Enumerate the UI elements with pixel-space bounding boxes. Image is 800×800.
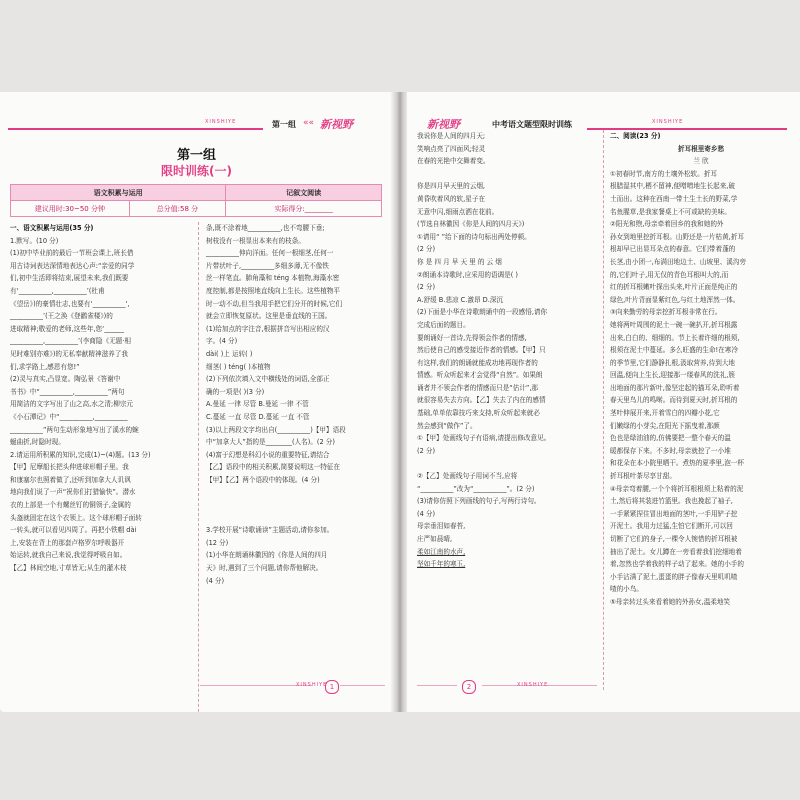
text-line: 1.默写。(10 分) <box>10 236 59 245</box>
text-line: 她将两叶周围的泥土一碗一碗扒开,折耳根露 <box>610 320 738 329</box>
text-line: ④母亲弯着腰,一个个将折耳根根须上粘着的泥 <box>610 484 744 493</box>
text-line: 天》时,遇到了三个问题,请你帮他解决。 <box>206 564 323 573</box>
text-line: 你 是 四 月 早 天 里 的 云 烟 <box>417 257 502 266</box>
text-line: 抽出了泥土。女儿蹲在一旁看着我们挖细地着 <box>610 547 742 556</box>
info-header-2: 记叙文阅读 <box>226 185 382 201</box>
text-line: 喳的小鸟。 <box>610 585 643 594</box>
left-page <box>0 92 393 712</box>
text-line: (2)灵与真实,凸显宽。陶弘景《答谢中 <box>10 375 121 384</box>
brand-pinyin: XINSHIYE <box>652 119 684 125</box>
text-line: 《望岳》)的豪情壮志,也要有‘__________', <box>10 299 130 308</box>
left-column-2 <box>206 222 386 587</box>
text-line <box>206 499 386 512</box>
poem-line: 庄严如晨晴, <box>417 535 453 543</box>
logo: 新视野 <box>320 118 353 131</box>
text-line: (4 分) <box>206 576 225 585</box>
background-bottom <box>0 700 800 800</box>
text-line: (1)小华在朗诵林徽因的《你是人间的四月 <box>206 551 328 560</box>
text-line: ②阳光和煦,母亲牵着回乡的我和她的外 <box>610 220 724 229</box>
text-line: ①【甲】处画线句子有语病,请提出修改意见。 <box>417 434 551 443</box>
info-time: 建议用时:30~50 分钟 <box>11 201 130 217</box>
text-line: 春天里鸟儿的鸣啭。而待到夏天时,折耳根的 <box>610 396 738 405</box>
text-line: 就会立即恢复原状。这里是垂直线的王国。 <box>206 312 332 321</box>
text-line: 始运转,就我自己来说,我觉得呼吸自如。 <box>10 551 127 560</box>
info-table <box>10 184 382 217</box>
article-title: 折耳根里寄乡愁 <box>677 144 725 153</box>
header-stripe <box>8 128 263 130</box>
text-line: 中“加拿大人”指的是________(人名)。(2 分) <box>206 438 335 447</box>
background-top <box>0 0 800 92</box>
text-line <box>206 512 386 525</box>
right-column-2 <box>610 130 792 609</box>
text-line: (12 分) <box>206 538 229 547</box>
text-line: 回温,便向上生长,迎接那一缕春风的洗礼,簇 <box>610 371 735 380</box>
text-line: ⑤母亲转过头来看着她的外孙女,温柔地笑 <box>610 597 731 606</box>
text-line <box>206 486 386 499</box>
text-line: 字。(4 分) <box>206 337 238 346</box>
text-line: 二、阅读(23 分) <box>610 132 661 140</box>
text-line: 蜒曲折,时隐时现。 <box>10 438 65 447</box>
text-line: 然会感到“做作”了。 <box>417 421 477 430</box>
footer-brand: XINSHIYE <box>296 682 328 688</box>
text-line: 基础,单单依靠技巧来支持,听众听起来就必 <box>417 409 540 418</box>
text-line: 在春的光艳中交舞着变。 <box>417 157 490 166</box>
text-line: 【甲】尼摩船长把头伸进球形帽子里。我 <box>10 463 129 472</box>
text-line: __________”两句生动形象地写出了溪水的蜿 <box>10 425 139 434</box>
text-line: 度控制,都是按照地直线向上生长。这些植物平 <box>206 286 340 295</box>
text-line: (4)富于幻想是科幻小说的重要特征,请结合 <box>206 450 330 459</box>
text-line: 时一动不动,但当我用手把它们分开的时候,它们 <box>206 299 343 308</box>
chevron-icon: «« <box>303 118 315 128</box>
text-line <box>417 168 597 181</box>
poem-line: 母亲垂泪如春苔, <box>417 522 466 531</box>
info-actual: 实际得分:________ <box>226 201 382 217</box>
text-line: 的,它们叶子,用无仅的青色耳根叫大的,而 <box>610 270 729 279</box>
text-line: 条,既不涂着地__________,也不弯腰下垂; <box>206 224 325 232</box>
text-line: 细茎( ) téng( )本植物 <box>206 362 271 371</box>
text-line: 茎叶伸展开来,开着雪白的四瓣小花,它 <box>610 409 720 418</box>
text-line: 情感。听众听起来才会觉得“自然”。如果朗 <box>417 371 543 380</box>
text-line: 色也是绿油油的,仿佛要把一整个春天的温 <box>610 434 731 443</box>
text-line: 见时难别亦难》)的无私奉献精神滋养了我 <box>10 349 128 358</box>
text-line: C.蔓延 一直 尽管 D.蔓延 一直 不管 <box>206 412 310 421</box>
text-line: (1)给加点的字注音,根据拼音写出相应的汉 <box>206 324 330 333</box>
poem-line: 坚如千年的寒玉, <box>417 560 466 569</box>
text-line: 出地面的那片新叶,像坚定起的猫耳朵,聆听着 <box>610 383 740 392</box>
text-line: 头盔就固定在这个衣领上。这个球形帽子面转 <box>10 513 142 522</box>
text-line: (2 分) <box>417 446 436 455</box>
text-line: 绿色,叶片背面显紫红色,与红土地浑然一体。 <box>610 295 740 304</box>
text-line: __________伸向洋面。任何一根细茎,任何一 <box>206 249 334 258</box>
text-line: 2.请运用所积累的知识,完成(1)~(4)题。(13 分) <box>10 450 151 459</box>
column-divider <box>603 130 604 690</box>
right-column-1 <box>417 130 597 571</box>
text-line: 们,初中生活即将结束,展望未来,我们既要 <box>10 274 129 283</box>
text-line: 就很容易失去方向。【乙】失去了内在的感情 <box>417 396 546 405</box>
text-line: 完成后面的题目。 <box>417 320 470 329</box>
text-line: 笑响点亮了四面风;轻灵 <box>417 144 486 153</box>
text-line: 要朗诵好一首诗,先得领会作者的情感, <box>417 333 527 342</box>
group-title: 第一组 <box>176 148 216 163</box>
text-line: 3.学校开展“诗歌诵读”主题活动,请你参加。 <box>206 526 334 535</box>
text-line: 上,安装在背上的那套卢格罗尔呼吸器开 <box>10 538 125 547</box>
text-line: 孙女到地里挖折耳根。山野还是一片枯黄,折耳 <box>610 232 744 241</box>
text-line: 暖都保存下来。不多时,母亲就挖了一小堆 <box>610 446 731 455</box>
article-author: 兰 欣 <box>693 157 709 166</box>
text-line: 和康塞尔也照着做了,还听到加拿大人讥讽 <box>10 475 131 484</box>
footer-line <box>417 685 457 686</box>
info-header-1: 语文积累与运用 <box>11 185 226 201</box>
brand-pinyin: XINSHIYE <box>205 119 237 125</box>
text-line: A.曼延 一律 尽管 B.曼延 一律 不管 <box>206 400 309 409</box>
text-line: 切断了它们的身子,一棵令人惋惜的折耳根被 <box>610 535 738 543</box>
left-column-1 <box>10 222 192 575</box>
text-line: 根须在泥土中蔓延。多么旺盛的生命!在寒冷 <box>610 346 738 355</box>
text-line: 土而出。这种在西南一带土生土长的野菜,学 <box>610 194 738 203</box>
text-line: 一、语文积累与运用(35 分) <box>10 224 94 232</box>
text-line: 我说你是人间的四月天; <box>417 132 486 140</box>
page-number: 2 <box>462 680 476 694</box>
text-line: 《小石潭记》中“__________,__________ <box>10 412 128 421</box>
text-line: 诵者并不领会作者的情感而只是“估计”,那 <box>417 383 539 392</box>
footer-line <box>340 685 385 686</box>
text-line: 进取精神;敬爱的老师,这些年,您‘______ <box>10 324 125 333</box>
text-line: ①初春时节,南方的土壤外松软。折耳 <box>610 169 717 178</box>
column-divider <box>198 222 199 712</box>
text-line: 【乙】语段中的相关积累,简要说明这一特征在 <box>206 463 340 472</box>
info-score: 总分值:58 分 <box>129 201 225 217</box>
text-line: 们,求学路上,感恩有您!” <box>10 362 80 371</box>
header-title: 中考语文题型限时训练 <box>492 120 572 129</box>
text-line <box>417 457 597 470</box>
text-line: 的季节里,它们静静扎根,汲取营养,待到大地 <box>610 358 735 367</box>
text-line: “__________”改为“__________”。(2 分) <box>417 484 535 493</box>
text-line: ①请用“ ”给下面的诗句标出两处停顿。 <box>417 232 531 241</box>
text-line: 用简洁的文字写出了山之高,水之清;柳宗元 <box>10 400 134 409</box>
text-line: 出来,白白的、细细的。节上长着许细的根须, <box>610 333 740 342</box>
text-line: 名鱼腥草,是我家餐桌上不可或缺的美味。 <box>610 207 731 216</box>
text-line: 根却早已出显耳朵点的春意。它们带着蓬的 <box>610 245 736 254</box>
text-line: 无意中闪,细雨点洒在花前。 <box>417 207 499 216</box>
text-line: (4 分) <box>417 509 436 518</box>
text-line: 长茎,由小团一,布满田地边土、山坡里、溪沟旁 <box>610 257 747 266</box>
text-line: 片带状叶子,__________多细多薄,无不像铁 <box>206 261 329 270</box>
text-line: 【甲】【乙】两个语段中的体现。(4 分) <box>206 475 320 484</box>
text-line: (2)下列依次填入文中横线处的词语,全部正 <box>206 375 330 384</box>
text-line: (2 分) <box>417 283 436 292</box>
text-line: ③向来勤劳的母亲挖折耳根非常在行。 <box>610 308 722 317</box>
text-line: 你是四月早天里的云烟, <box>417 182 486 191</box>
text-line: ②朗诵本诗歌时,应采用的语调是( ) <box>417 270 518 279</box>
text-line: 红的折耳根嫩叶探出头来,叶片正面是纯正的 <box>610 283 738 292</box>
page-number: 1 <box>325 680 339 694</box>
text-line: 开泥土。我用力过猛,生怕它们断开,可以回 <box>610 522 733 531</box>
text-line: (节选自林徽因《你是人间的四月天》) <box>417 220 525 229</box>
text-line: 用古诗词表达深情地表达心声:“亲爱的同学 <box>10 261 135 270</box>
text-line: (2 分) <box>417 245 436 254</box>
text-line: 【乙】林间空地,寸草皆无;从生的灌木枝 <box>10 564 127 573</box>
text-line: 有这样,我们的朗诵就能成功地再现作者的 <box>417 358 538 367</box>
text-line: (2)下面是小华在诗歌朗诵中的一段感悟,请你 <box>417 308 548 317</box>
text-line: A.舒缓 B.悲凉 C.激昂 D.深沉 <box>417 295 504 304</box>
right-page <box>407 92 800 712</box>
text-line: 书书》中“__________,__________”两句 <box>10 387 125 396</box>
text-line: dài( )上 运转( ) <box>206 349 253 358</box>
text-line: 黄昏吹着风的软,星子在 <box>417 194 486 203</box>
text-line: 衣的上部是一个有螺丝钉的铜领子,金属的 <box>10 501 131 510</box>
text-line: 小手沾满了泥土,蛋蛋的胖子像春天里叽叽喳 <box>610 572 738 581</box>
text-line: (3)请你仿照下列画线的句子,写两行诗句。 <box>417 497 541 506</box>
text-line: 折耳根叶茶尽享甘甜。 <box>610 472 676 481</box>
text-line: ②【乙】处画线句子用词不当,应将 <box>417 472 518 481</box>
footer-brand: XINSHIYE <box>517 682 549 688</box>
text-line: 地向我们说了一声“祝你们打猎愉快”。潜水 <box>10 488 136 497</box>
section-title: 限时训练(一) <box>161 164 232 178</box>
text-line: 确的一项是( )(3 分) <box>206 387 265 396</box>
group-tag: 第一组 <box>272 120 296 129</box>
text-line: (3)以上两段文字均出自(__________)【甲】语段 <box>206 425 346 434</box>
text-line: 丝一样笔直。肺角藻和 téng 本植物,海藻水密 <box>206 274 340 283</box>
text-line: 着,忽然也学着我的样子动了起来。她的小手的 <box>610 560 744 569</box>
logo: 新视野 <box>427 118 460 131</box>
text-line: 然后使自己的感受接近作者的情感。【甲】只 <box>417 346 546 355</box>
text-line: __________,__________’(李商隐《无题·相 <box>10 337 131 346</box>
text-line: 树枝没有一根显出本来有的枝条。 <box>206 236 305 245</box>
text-line: 一转头,就可以看见四周了。再把小铁帽 dài <box>10 526 137 535</box>
text-line: 土,然后将其装进竹篮里。我也挽起了袖子, <box>610 497 733 506</box>
text-line: 一手紧紧捏住冒出地面的茎叶,一手用铲子挖 <box>610 509 738 518</box>
text-line: 根腊湿其中,栖不留神,便噌噌地生长起来,破 <box>610 182 735 191</box>
poem-line: 柔如江南的水声, <box>417 547 466 556</box>
text-line: 和花朵在本小院里晒干。煮热的夏季里,泡一杯 <box>610 459 744 468</box>
text-line: __________’(王之涣《登鹳雀楼》)的 <box>10 312 113 321</box>
text-line: (1)初中毕业前的最后一节班会课上,班长借 <box>10 249 134 258</box>
text-line: 们嫩绿的小芽尖,在阳光下摇曳着,那颜 <box>610 421 720 430</box>
text-line: 有‘__________,__________’(杜甫 <box>10 286 105 295</box>
